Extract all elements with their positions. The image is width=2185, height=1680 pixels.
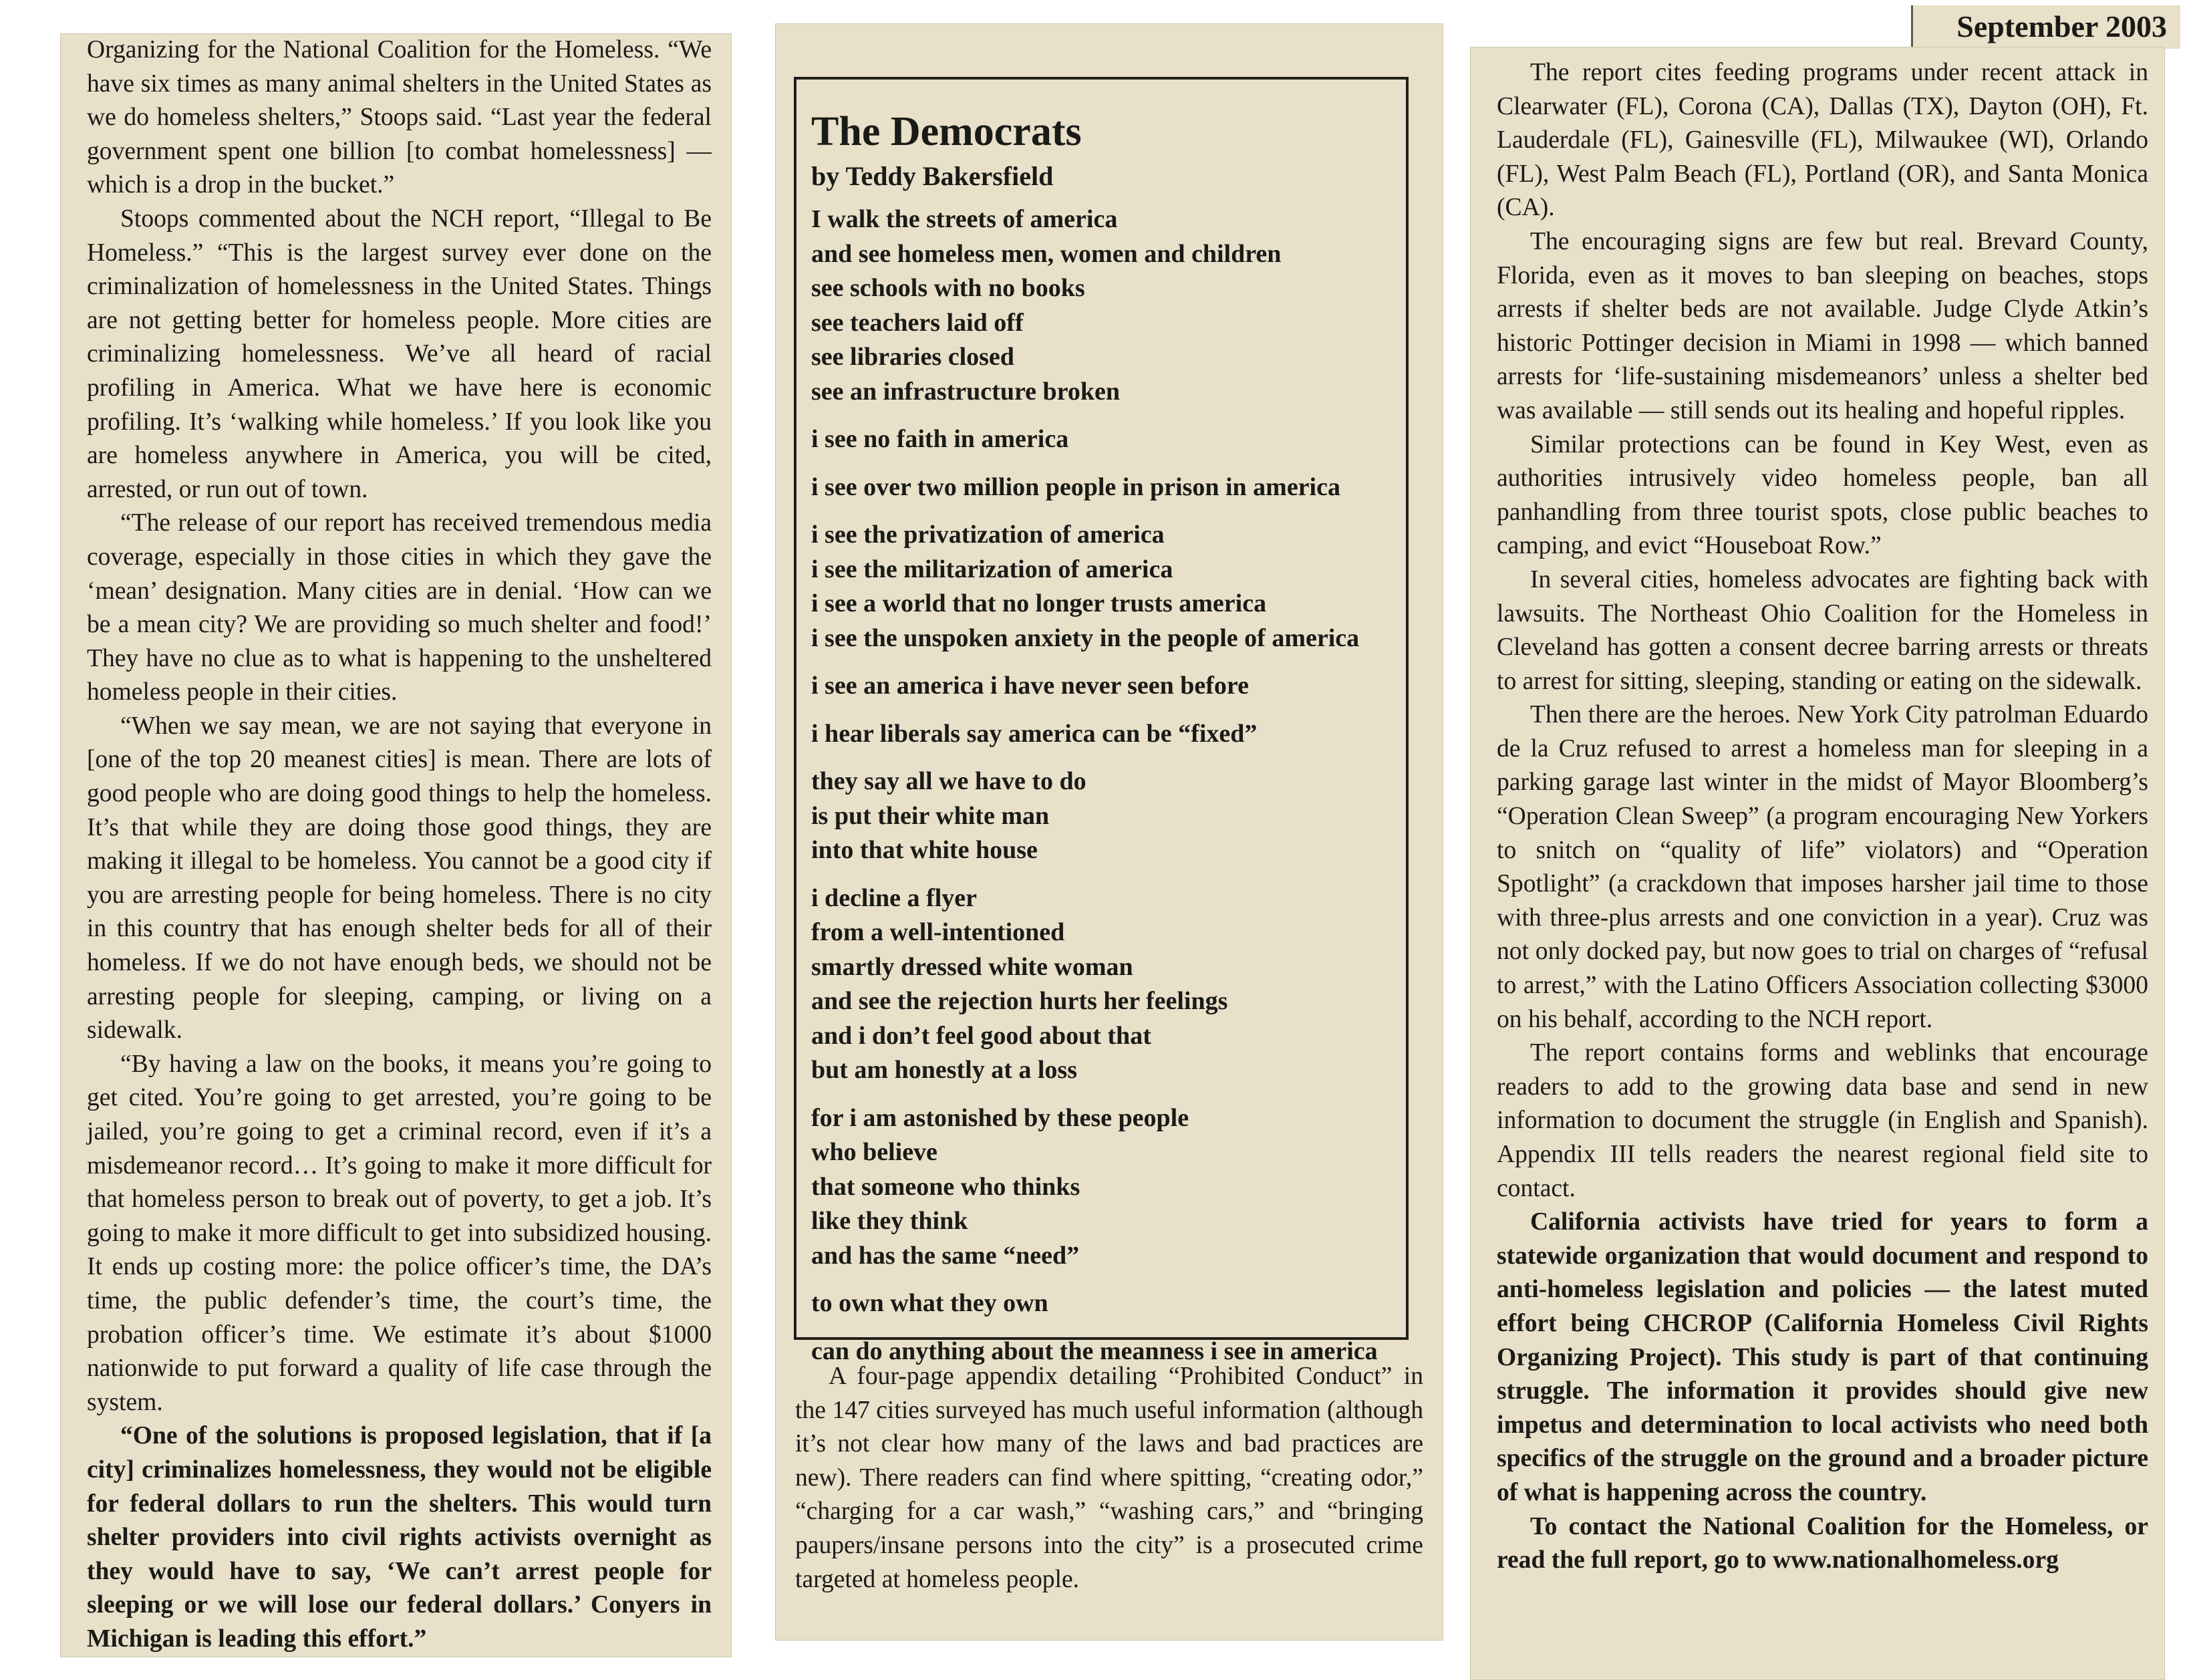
- poem-line: that someone who thinks: [811, 1172, 1080, 1201]
- paragraph: Stoops commented about the NCH report, “Illegal to Be Homeless.” “This is the largest survey ever done on the criminalization of homelessness in the United States. Things are not getting better for homeless people. More cities are criminalizing homelessness. We’ve all heard of racial profiling in America. What we have here is economic profiling. It’s ‘walking while homeless.’ If you look like you are homeless anywhere in America, you will be cited, arrested, or run out of town.: [87, 204, 712, 503]
- clipping-right: [1470, 47, 2165, 1680]
- poem-box: [794, 77, 1409, 1365]
- paragraph: The report cites feeding programs under recent attack in Clearwater (FL), Corona (CA), Dallas (TX), Dayton (OH), Ft. Lauderdale (FL), Gainesville (FL), Milwaukee (WI), Orlando (FL), West Palm Beach (FL), Portland (OR), and Santa Monica (CA).: [1497, 59, 2148, 222]
- poem-line: i see the unspoken anxiety in the people of america: [811, 623, 1360, 652]
- paragraph: Similar protections can be found in Key West, even as authorities intrusively video homeless people, ban all panhandling from three tourist spots, close public beaches to camping, and evict “Houseboat Row.”: [1497, 430, 2148, 560]
- poem-line: who believe: [811, 1138, 937, 1166]
- poem-line: smartly dressed white woman: [811, 952, 1133, 981]
- poem-line: see teachers laid off: [811, 308, 1024, 337]
- poem-line: i see the privatization of america: [811, 521, 1165, 549]
- article-column-middle: [795, 1360, 1423, 1596]
- paragraph: In several cities, homeless advocates are fighting back with lawsuits. The Northeast Ohio Coalition for the Homeless in Cleveland has gotten a consent decree barring arrests or threats to arrest for sitting, sleeping, standing or eating on the sidewalk.: [1497, 565, 2148, 695]
- poem-stanza: [811, 669, 1406, 704]
- poem-line: see schools with no books: [811, 274, 1085, 302]
- poem-stanza: [811, 1101, 1406, 1274]
- article-column-left: [87, 33, 712, 1657]
- poem-line: and i don’t feel good about that: [811, 1021, 1151, 1050]
- poem-line: like they think: [811, 1207, 968, 1235]
- paragraph: The report contains forms and weblinks that encourage readers to add to the growing data base and send in new information to document the struggle (in English and Spanish). Appendix III tells readers the nearest regional field site to contact.: [1497, 1039, 2148, 1202]
- poem-line: but am honestly at a loss: [811, 1056, 1077, 1084]
- paragraph: “One of the solutions is proposed legislation, that if [a city] criminalizes homelessness, they would not be eligible for federal dollars to run the shelters. This would turn shelter providers into civil rights activists overnight as they would have to say, ‘We can’t arrest people for sleeping or we will lose our federal dollars.’ Conyers in Michigan is leading this effort.”: [87, 1422, 712, 1653]
- poem-line: i hear liberals say america can be “fixed”: [811, 719, 1258, 748]
- poem-line: i see the militarization of america: [811, 555, 1173, 583]
- poem-line: is put their white man: [811, 801, 1050, 830]
- poem-stanza: [811, 1286, 1406, 1321]
- poem-line: i decline a flyer: [811, 883, 977, 912]
- clipping-middle: [775, 23, 1443, 1641]
- paragraph: California activists have tried for years to form a statewide organization that would document and respond to anti-homeless legislation and policies — the latest muted effort being CHCROP (California Homeless Civil Rights Organizing Project). This study is part of that continuing struggle. The information it provides should give new impetus and determination to local activists who need both specifics of the struggle on the ground and a broader picture of what is happening across the country.: [1497, 1208, 2148, 1506]
- paragraph: Organizing for the National Coalition for the Homeless. “We have six times as many animal shelters in the United States as we do homeless shelters,” Stoops said. “Last year the federal government spent one billion [to combat homelessness] — which is a drop in the bucket.”: [87, 36, 712, 199]
- poem-line: see libraries closed: [811, 343, 1014, 371]
- poem-line: and has the same “need”: [811, 1241, 1080, 1270]
- poem-line: and see homeless men, women and children: [811, 239, 1282, 268]
- paragraph: To contact the National Coalition for the Homeless, or read the full report, go to www.nationalhomeless.org: [1497, 1512, 2148, 1574]
- poem-line: i see an america i have never seen before: [811, 672, 1249, 700]
- paragraph: “When we say mean, we are not saying that everyone in [one of the top 20 meanest cities] is mean. There are lots of good people who are doing good things to help the homeless. It’s that while they are doing those good things, they are making it illegal to be homeless. You cannot be a good city if you are arresting people for being homeless. There is no city in this country that has enough shelter beds for all of their homeless. If we do not have enough beds, we should not be arresting people for sleeping, camping, or living on a sidewalk.: [87, 712, 712, 1044]
- poem-line: i see a world that no longer trusts america: [811, 589, 1267, 617]
- poem-line: to own what they own: [811, 1289, 1048, 1317]
- poem-stanza: [811, 202, 1406, 409]
- article-column-right: [1497, 56, 2148, 1578]
- poem-stanza: [811, 881, 1406, 1088]
- poem-stanza: [811, 518, 1406, 656]
- poem-line: can do anything about the meanness i see in america: [811, 1337, 1378, 1365]
- poem-title: The Democrats: [811, 109, 1082, 154]
- paragraph: Then there are the heroes. New York City patrolman Eduardo de la Cruz refused to arrest a homeless man for sleeping in a parking garage last winter in the midst of Mayor Bloomberg’s “Operation Clean Sweep” (a program encouraging New Yorkers to snitch on “quality of life” violators) and “Operation Spotlight” (a crackdown that imposes harsher jail time to those with three-plus arrests and one conviction in a year). Cruz was not only docked pay, but now goes to trial on charges of “refusal to arrest,” with the Latino Officers Association collecting $3000 on his behalf, according to the NCH report.: [1497, 701, 2148, 1033]
- poem-byline: by Teddy Bakersfield: [811, 161, 1054, 191]
- paragraph: “By having a law on the books, it means you’re going to get cited. You’re going to get arrested, you’re going to be jailed, you’re going to get a criminal record, even if it’s a misdemeanor record… It’s going to make it more difficult for that homeless person to break out of poverty, to get a job. It’s going to make it more difficult to get into subsidized housing. It ends up costing more: the police officer’s time, the DA’s time, the public defender’s time, the court’s time, the probation officer’s time. We estimate it’s about $1000 nationwide to put forward a quality of life case through the system.: [87, 1050, 712, 1416]
- poem-stanza: [811, 764, 1406, 868]
- poem-line: from a well-intentioned: [811, 918, 1065, 946]
- poem-line: i see over two million people in prison in america: [811, 472, 1340, 501]
- paragraph: A four-page appendix detailing “Prohibited Conduct” in the 147 cities surveyed has much useful information (although it’s not clear how many of the laws and bad practices are new). There readers can find where spitting, “creating odor,” “charging for a car wash,” “washing cars,” and “bringing paupers/insane persons into the city” is a prosecuted crime targeted at homeless people.: [795, 1363, 1423, 1593]
- issue-date: September 2003: [1956, 9, 2167, 43]
- masthead-date-box: [1911, 5, 2180, 49]
- paragraph: The encouraging signs are few but real. Brevard County, Florida, even as it moves to ban sleeping on beaches, stops arrests if shelter beds are not available. Judge Clyde Atkin’s historic Pottinger decision in Miami in 1998 — which banned arrests for ‘life-sustaining misdemeanors’ unless a shelter bed was available — still sends out its healing and hopeful ripples.: [1497, 227, 2148, 424]
- poem-line: I walk the streets of america: [811, 205, 1118, 233]
- poem-line: and see the rejection hurts her feelings: [811, 987, 1228, 1015]
- poem-stanza: [811, 717, 1406, 752]
- poem-line: see an infrastructure broken: [811, 377, 1120, 406]
- paragraph: “The release of our report has received tremendous media coverage, especially in those cities in which they gave the ‘mean’ designation. Many cities are in denial. ‘How can we be a mean city? We are providing so much shelter and food!’ They have no clue as to what is happening to the unsheltered homeless people in their cities.: [87, 509, 712, 706]
- poem-line: they say all we have to do: [811, 767, 1086, 795]
- poem-line: into that white house: [811, 836, 1038, 864]
- poem-line: i see no faith in america: [811, 425, 1069, 453]
- clipping-left: [60, 33, 732, 1657]
- poem-stanza: [811, 422, 1406, 457]
- poem-stanza: [811, 470, 1406, 505]
- poem-line: for i am astonished by these people: [811, 1103, 1189, 1132]
